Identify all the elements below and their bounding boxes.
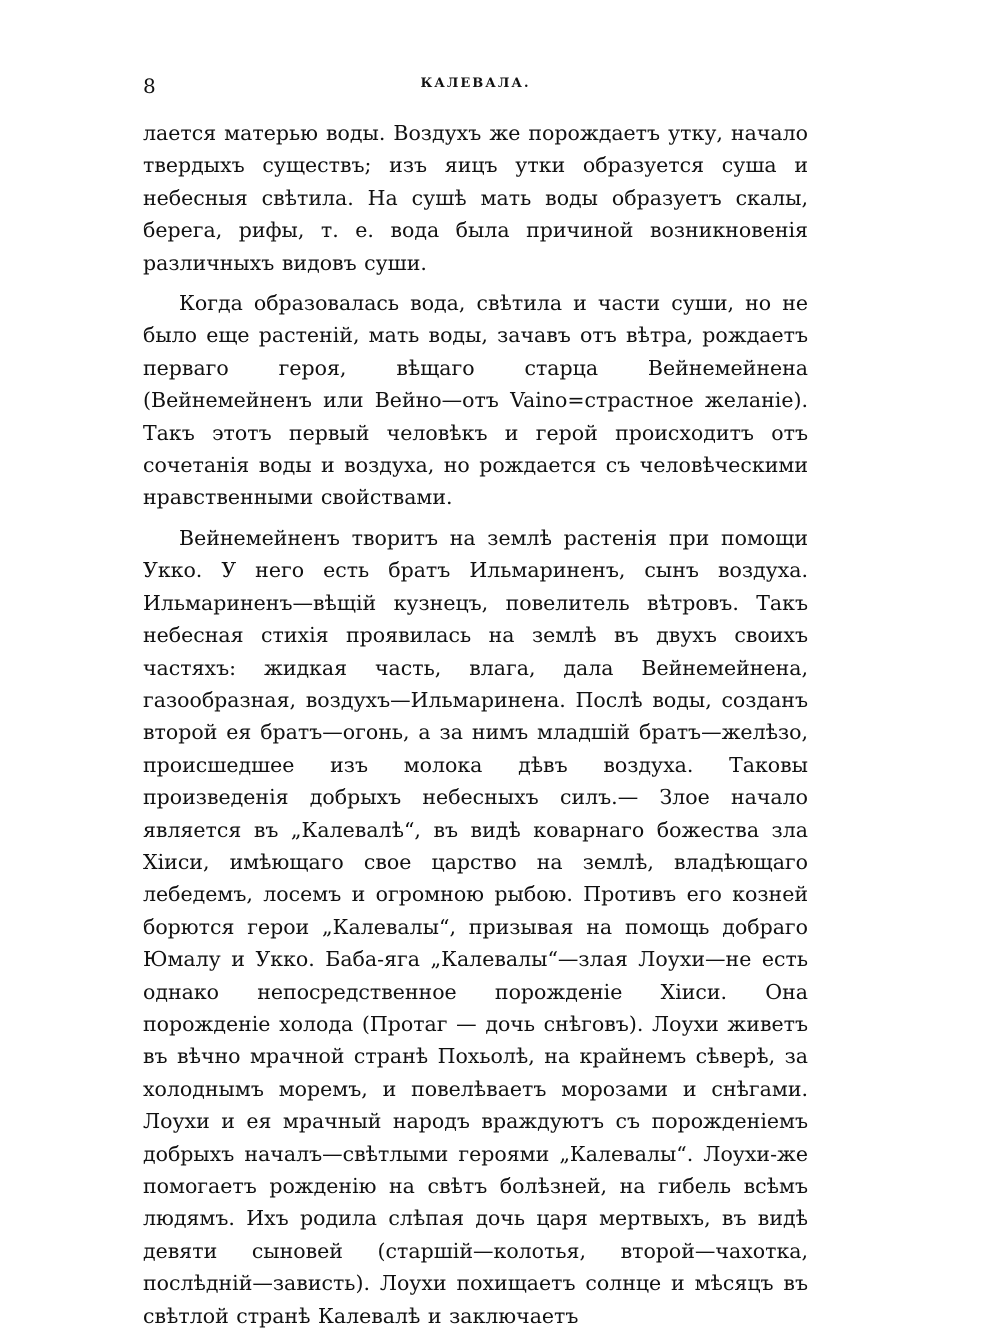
running-head [143, 74, 808, 100]
paragraph-good-and-evil-forces: Вейнемейненъ творитъ на землѣ растенія при помощи Укко. У него есть братъ Ильмариненъ, сынъ воздуха. Ильмариненъ—вѣщій кузнецъ, повелитель вѣтровъ. Такъ небесная стихія проявилась на землѣ въ двухъ своихъ частяхъ: жидкая часть, влага, дала Вейнемейнена, газообразная, воздухъ—Ильмаринена. Послѣ воды, созданъ второй ея братъ—огонь, а за нимъ младшій братъ—желѣзо, происшедшее изъ молока дѣвъ воздуха. Таковы произведенія добрыхъ небесныхъ силъ.— Злое начало является въ „Калевалѣ“, въ видѣ коварнаго божества зла Хіиси, имѣющаго свое царство на землѣ, владѣющаго лебедемъ, лосемъ и огромною рыбою. Противъ его козней борются герои „Калевалы“, призывая на помощь добраго Юмалу и Укко. Баба-яга „Калевалы“—злая Лоухи—не есть однако непосредственное порожденіе Хіиси. Она порожденіе холода (Протаг — дочь снѣговъ). Лоухи живетъ въ вѣчно мрачной странѣ Похьолѣ, на крайнемъ сѣверѣ, за холоднымъ моремъ, и повелѣваетъ морозами и снѣгами. Лоухи и ея мрачный народъ враждуютъ съ порожденіемъ добрыхъ началъ—свѣтлыми героями „Калевалы“. Лоухи-же помогаетъ рожденію на свѣтъ болѣзней, на гибель всѣмъ людямъ. Ихъ родила слѣпая дочь царя мертвыхъ, въ видѣ девяти сыновей (старшій—колотья, второй—чахотка, послѣдній—зависть). Лоухи похищаетъ солнце и мѣсяцъ въ свѣтлой странѣ Калевалѣ и заключаетъ [143, 525, 808, 1328]
paragraph-vainamoinen-birth: Когда образовалась вода, свѣтила и части суши, но не было еще растеній, мать воды, зачавъ отъ вѣтра, рождаетъ перваго героя, вѣщаго старца Вейнемейнена (Вейнемейненъ или Вейно—отъ Vaino=страстное желаніе). Такъ этотъ первый человѣкъ и герой происходитъ отъ сочетанія воды и воздуха, но рождается съ человѣческими нравственными свойствами. [143, 291, 808, 510]
paragraph-continuation: лается матерью воды. Воздухъ же порождаетъ утку, начало твердыхъ существъ; изъ яицъ утки образуется суша и небесныя свѣтила. На сушѣ мать воды образуетъ скалы, берега, рифы, т. е. вода была причиной возникновенія различныхъ видовъ суши. [143, 121, 808, 275]
body-text [143, 117, 808, 1332]
page-number: 8 [143, 74, 156, 98]
running-title: КАЛЕВАЛА. [420, 76, 531, 91]
